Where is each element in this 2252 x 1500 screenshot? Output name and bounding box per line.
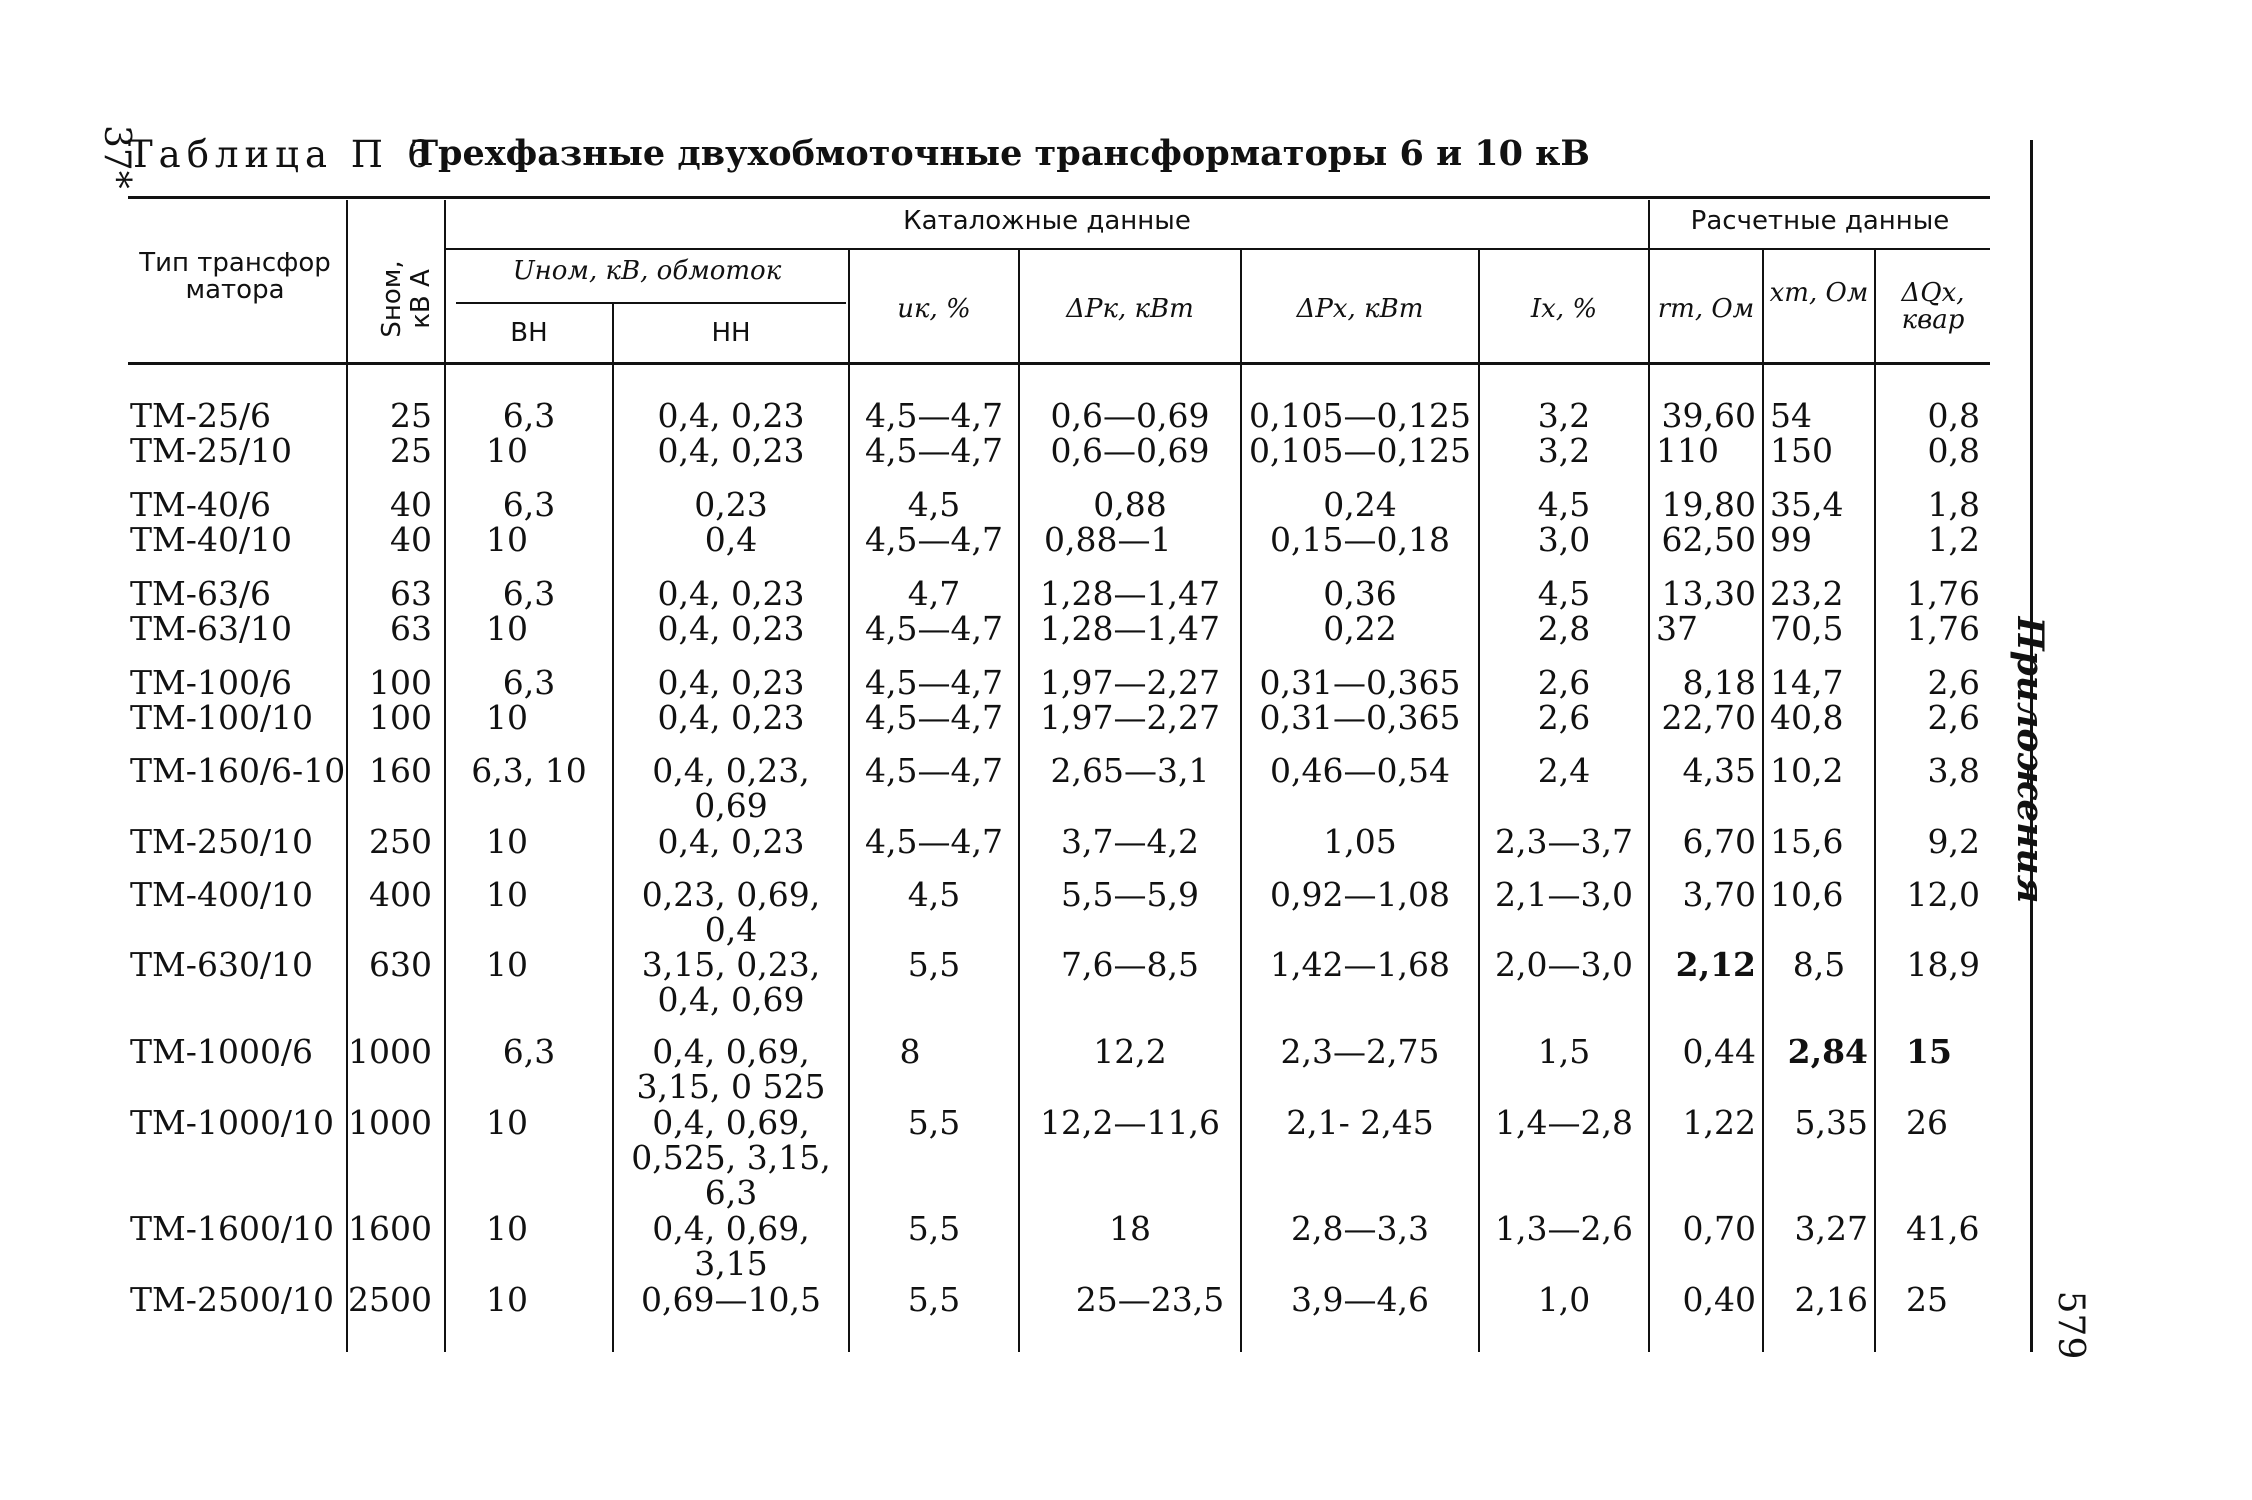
cell-dpk: 18 bbox=[1109, 1209, 1151, 1248]
cell-dpx: 0,36 bbox=[1323, 574, 1397, 613]
table-title: Трехфазные двухобмоточные трансформаторы 6 и 10 кВ bbox=[412, 133, 1590, 174]
sheet-mark: 37* bbox=[96, 125, 137, 189]
cell-rt: 8,18 bbox=[1682, 663, 1756, 702]
cell-nn: 0,4, 0,69, 3,15 bbox=[652, 1209, 810, 1283]
cell-nn: 0,69—10,5 bbox=[641, 1280, 821, 1319]
cell-xt: 35,4 bbox=[1770, 485, 1844, 524]
cell-dpx: 3,9—4,6 bbox=[1291, 1280, 1429, 1319]
cell-rt: 2,12 bbox=[1675, 945, 1756, 984]
cell-vn: 10 bbox=[486, 945, 528, 984]
cell-type: ТМ-400/10 bbox=[130, 875, 314, 914]
cell-uk: 5,5 bbox=[907, 945, 961, 984]
cell-rt: 13,30 bbox=[1661, 574, 1756, 613]
cell-snom: 400 bbox=[369, 875, 432, 914]
cell-uk: 4,5—4,7 bbox=[865, 520, 1003, 559]
cell-type: ТМ-1000/6 bbox=[130, 1032, 314, 1071]
cell-uk: 4,5—4,7 bbox=[865, 663, 1003, 702]
cell-uk: 4,5—4,7 bbox=[865, 396, 1003, 435]
cell-type: ТМ-25/10 bbox=[130, 431, 293, 470]
cell-xt: 3,27 bbox=[1794, 1209, 1868, 1248]
cell-snom: 250 bbox=[369, 822, 432, 861]
cell-dqx: 12,0 bbox=[1906, 875, 1980, 914]
cell-nn: 0,23 bbox=[694, 485, 768, 524]
cell-dqx: 2,6 bbox=[1927, 663, 1980, 702]
cell-vn: 10 bbox=[486, 1280, 528, 1319]
cell-rt: 0,44 bbox=[1682, 1032, 1756, 1071]
cell-rt: 6,70 bbox=[1682, 822, 1756, 861]
cell-vn: 6,3 bbox=[502, 663, 556, 702]
cell-dpk: 1,97—2,27 bbox=[1040, 698, 1220, 737]
cell-rt: 0,70 bbox=[1682, 1209, 1756, 1248]
cell-dpk: 0,88—1 bbox=[1044, 520, 1172, 559]
cell-nn: 0,4, 0,23 bbox=[657, 574, 805, 613]
cell-dpk: 25—23,5 bbox=[1075, 1280, 1225, 1319]
cell-nn: 0,4, 0,23 bbox=[657, 822, 805, 861]
cell-dpx: 0,105—0,125 bbox=[1249, 431, 1471, 470]
cell-snom: 2500 bbox=[348, 1280, 432, 1319]
cell-uk: 4,5 bbox=[907, 485, 961, 524]
cell-ix: 3,2 bbox=[1537, 396, 1591, 435]
cell-dpk: 0,6—0,69 bbox=[1050, 431, 1210, 470]
cell-ix: 2,8 bbox=[1537, 609, 1591, 648]
cell-vn: 10 bbox=[486, 875, 528, 914]
cell-uk: 5,5 bbox=[907, 1209, 961, 1248]
cell-type: ТМ-1000/10 bbox=[130, 1103, 335, 1142]
cell-type: ТМ-160/6-10 bbox=[130, 751, 346, 790]
cell-dpk: 0,6—0,69 bbox=[1050, 396, 1210, 435]
cell-xt: 8,5 bbox=[1792, 945, 1846, 984]
cell-dqx: 25 bbox=[1906, 1280, 1948, 1319]
cell-rt: 3,70 bbox=[1682, 875, 1756, 914]
cell-type: ТМ-630/10 bbox=[130, 945, 314, 984]
cell-vn: 6,3 bbox=[502, 1032, 556, 1071]
cell-snom: 160 bbox=[369, 751, 432, 790]
cell-xt: 40,8 bbox=[1770, 698, 1844, 737]
cell-vn: 10 bbox=[486, 520, 528, 559]
cell-type: ТМ-100/10 bbox=[130, 698, 314, 737]
cell-snom: 40 bbox=[390, 520, 432, 559]
header-nn: НН bbox=[711, 318, 751, 348]
cell-xt: 150 bbox=[1770, 431, 1833, 470]
cell-uk: 4,5—4,7 bbox=[865, 751, 1003, 790]
cell-type: ТМ-63/6 bbox=[130, 574, 272, 613]
cell-dpk: 12,2—11,6 bbox=[1040, 1103, 1220, 1142]
cell-nn: 0,4, 0,23, 0,69 bbox=[652, 751, 810, 825]
cell-uk: 4,5—4,7 bbox=[865, 431, 1003, 470]
cell-dpk: 1,28—1,47 bbox=[1040, 609, 1220, 648]
cell-ix: 1,3—2,6 bbox=[1495, 1209, 1633, 1248]
cell-ix: 4,5 bbox=[1537, 574, 1591, 613]
header-unom: Uном, кВ, обмоток bbox=[512, 256, 782, 286]
cell-uk: 4,7 bbox=[907, 574, 961, 613]
cell-dqx: 2,6 bbox=[1927, 698, 1980, 737]
cell-type: ТМ-40/6 bbox=[130, 485, 272, 524]
cell-xt: 10,6 bbox=[1770, 875, 1844, 914]
header-bottom-rule bbox=[128, 362, 1990, 365]
header-uk: uк, % bbox=[897, 294, 971, 324]
cell-vn: 10 bbox=[486, 609, 528, 648]
cell-type: ТМ-40/10 bbox=[130, 520, 293, 559]
cell-dqx: 1,8 bbox=[1927, 485, 1980, 524]
cell-ix: 3,2 bbox=[1537, 431, 1591, 470]
cell-uk: 5,5 bbox=[907, 1103, 961, 1142]
cell-ix: 1,5 bbox=[1537, 1032, 1591, 1071]
cell-type: ТМ-1600/10 bbox=[130, 1209, 335, 1248]
cell-dqx: 0,8 bbox=[1927, 396, 1980, 435]
header-ix: Iх, % bbox=[1530, 294, 1598, 324]
cell-dpx: 0,105—0,125 bbox=[1249, 396, 1471, 435]
cell-xt: 23,2 bbox=[1770, 574, 1844, 613]
cell-type: ТМ-100/6 bbox=[130, 663, 293, 702]
cell-ix: 2,0—3,0 bbox=[1495, 945, 1633, 984]
cell-snom: 1600 bbox=[348, 1209, 432, 1248]
cell-vn: 6,3 bbox=[502, 396, 556, 435]
cell-uk: 4,5 bbox=[907, 875, 961, 914]
header-catalog-group: Каталожные данные bbox=[903, 206, 1191, 236]
cell-dpk: 1,97—2,27 bbox=[1040, 663, 1220, 702]
cell-vn: 6,3, 10 bbox=[471, 751, 587, 790]
cell-xt: 15,6 bbox=[1770, 822, 1844, 861]
cell-rt: 62,50 bbox=[1661, 520, 1756, 559]
section-name: Приложения bbox=[2009, 616, 2051, 904]
header-snom: Sном, кВ А bbox=[377, 260, 436, 338]
cell-rt: 39,60 bbox=[1661, 396, 1756, 435]
table-label: Таблица П 6 bbox=[128, 133, 437, 176]
col-rule-rt bbox=[1762, 250, 1764, 1352]
cell-dqx: 18,9 bbox=[1906, 945, 1980, 984]
cell-snom: 630 bbox=[369, 945, 432, 984]
cell-dpx: 2,1- 2,45 bbox=[1286, 1103, 1434, 1142]
cell-dqx: 1,76 bbox=[1906, 574, 1980, 613]
cell-rt: 19,80 bbox=[1661, 485, 1756, 524]
cell-dpk: 0,88 bbox=[1093, 485, 1167, 524]
cell-snom: 1000 bbox=[348, 1103, 432, 1142]
unom-header-rule bbox=[456, 302, 846, 304]
cell-rt: 110 bbox=[1656, 431, 1719, 470]
cell-dpx: 0,22 bbox=[1323, 609, 1397, 648]
cell-dqx: 3,8 bbox=[1927, 751, 1980, 790]
page-number: 579 bbox=[2050, 1290, 2091, 1360]
cell-nn: 0,4 bbox=[704, 520, 758, 559]
cell-xt: 14,7 bbox=[1770, 663, 1844, 702]
cell-uk: 4,5—4,7 bbox=[865, 822, 1003, 861]
cell-ix: 3,0 bbox=[1537, 520, 1591, 559]
cell-dqx: 1,76 bbox=[1906, 609, 1980, 648]
cell-dpx: 2,8—3,3 bbox=[1291, 1209, 1429, 1248]
header-calc-group: Расчетные данные bbox=[1690, 206, 1950, 236]
cell-ix: 1,4—2,8 bbox=[1495, 1103, 1633, 1142]
cell-nn: 0,4, 0,23 bbox=[657, 609, 805, 648]
cell-vn: 10 bbox=[486, 698, 528, 737]
cell-uk: 8 bbox=[899, 1032, 921, 1071]
cell-ix: 2,6 bbox=[1537, 663, 1591, 702]
cell-ix: 2,4 bbox=[1537, 751, 1591, 790]
cell-dpx: 0,24 bbox=[1323, 485, 1397, 524]
cell-dpx: 2,3—2,75 bbox=[1280, 1032, 1440, 1071]
cell-nn: 3,15, 0,23, 0,4, 0,69 bbox=[641, 945, 821, 1019]
cell-nn: 0,23, 0,69, 0,4 bbox=[641, 875, 821, 949]
cell-dpk: 2,65—3,1 bbox=[1050, 751, 1210, 790]
cell-snom: 1000 bbox=[348, 1032, 432, 1071]
table-top-rule bbox=[128, 196, 1990, 199]
cell-snom: 25 bbox=[390, 431, 432, 470]
cell-nn: 0,4, 0,23 bbox=[657, 698, 805, 737]
cell-vn: 10 bbox=[486, 1209, 528, 1248]
cell-type: ТМ-63/10 bbox=[130, 609, 293, 648]
cell-dpx: 0,15—0,18 bbox=[1270, 520, 1450, 559]
header-vn: ВН bbox=[510, 318, 548, 348]
cell-dpk: 1,28—1,47 bbox=[1040, 574, 1220, 613]
cell-snom: 63 bbox=[390, 574, 432, 613]
cell-uk: 4,5—4,7 bbox=[865, 698, 1003, 737]
cell-dqx: 41,6 bbox=[1906, 1209, 1980, 1248]
cell-xt: 54 bbox=[1770, 396, 1812, 435]
cell-vn: 6,3 bbox=[502, 574, 556, 613]
cell-uk: 4,5—4,7 bbox=[865, 609, 1003, 648]
cell-snom: 63 bbox=[390, 609, 432, 648]
cell-rt: 0,40 bbox=[1682, 1280, 1756, 1319]
cell-dqx: 9,2 bbox=[1927, 822, 1980, 861]
cell-snom: 100 bbox=[369, 698, 432, 737]
cell-rt: 1,22 bbox=[1682, 1103, 1756, 1142]
group-header-rule bbox=[446, 248, 1990, 250]
cell-dqx: 26 bbox=[1906, 1103, 1948, 1142]
cell-nn: 0,4, 0,23 bbox=[657, 431, 805, 470]
cell-nn: 0,4, 0,23 bbox=[657, 396, 805, 435]
cell-dpk: 12,2 bbox=[1093, 1032, 1167, 1071]
cell-rt: 4,35 bbox=[1682, 751, 1756, 790]
cell-xt: 5,35 bbox=[1794, 1103, 1868, 1142]
cell-uk: 5,5 bbox=[907, 1280, 961, 1319]
cell-rt: 22,70 bbox=[1661, 698, 1756, 737]
cell-ix: 2,1—3,0 bbox=[1495, 875, 1633, 914]
cell-dqx: 1,2 bbox=[1927, 520, 1980, 559]
cell-vn: 10 bbox=[486, 822, 528, 861]
cell-vn: 10 bbox=[486, 1103, 528, 1142]
cell-type: ТМ-2500/10 bbox=[130, 1280, 335, 1319]
cell-vn: 10 bbox=[486, 431, 528, 470]
cell-ix: 2,3—3,7 bbox=[1495, 822, 1633, 861]
header-xt: хт, Ом bbox=[1769, 278, 1869, 308]
cell-dpk: 5,5—5,9 bbox=[1061, 875, 1199, 914]
cell-dqx: 15 bbox=[1906, 1032, 1952, 1071]
cell-dpx: 0,31—0,365 bbox=[1259, 663, 1461, 702]
cell-xt: 2,84 bbox=[1787, 1032, 1868, 1071]
cell-xt: 99 bbox=[1770, 520, 1812, 559]
cell-xt: 2,16 bbox=[1794, 1280, 1868, 1319]
cell-dqx: 0,8 bbox=[1927, 431, 1980, 470]
cell-ix: 4,5 bbox=[1537, 485, 1591, 524]
cell-snom: 100 bbox=[369, 663, 432, 702]
cell-vn: 6,3 bbox=[502, 485, 556, 524]
cell-snom: 40 bbox=[390, 485, 432, 524]
cell-xt: 10,2 bbox=[1770, 751, 1844, 790]
header-dqx: ΔQх, квар bbox=[1901, 278, 1965, 336]
header-type: Тип трансфор матора bbox=[139, 248, 331, 306]
cell-dpx: 1,05 bbox=[1323, 822, 1397, 861]
cell-dpk: 3,7—4,2 bbox=[1061, 822, 1199, 861]
cell-ix: 2,6 bbox=[1537, 698, 1591, 737]
cell-dpx: 1,42—1,68 bbox=[1270, 945, 1450, 984]
cell-dpx: 0,92—1,08 bbox=[1270, 875, 1450, 914]
cell-dpx: 0,31—0,365 bbox=[1259, 698, 1461, 737]
header-dpk: ΔPк, кВт bbox=[1066, 294, 1194, 324]
cell-dpx: 0,46—0,54 bbox=[1270, 751, 1450, 790]
cell-ix: 1,0 bbox=[1537, 1280, 1591, 1319]
cell-xt: 70,5 bbox=[1770, 609, 1844, 648]
cell-snom: 25 bbox=[390, 396, 432, 435]
cell-nn: 0,4, 0,69, 3,15, 0 525 bbox=[636, 1032, 826, 1106]
header-rt: rт, Ом bbox=[1657, 294, 1755, 324]
header-dpx: ΔPх, кВт bbox=[1296, 294, 1424, 324]
cell-rt: 37 bbox=[1656, 609, 1698, 648]
cell-nn: 0,4, 0,23 bbox=[657, 663, 805, 702]
cell-type: ТМ-250/10 bbox=[130, 822, 314, 861]
cell-dpk: 7,6—8,5 bbox=[1061, 945, 1199, 984]
cell-type: ТМ-25/6 bbox=[130, 396, 272, 435]
cell-nn: 0,4, 0,69, 0,525, 3,15, 6,3 bbox=[631, 1103, 831, 1212]
